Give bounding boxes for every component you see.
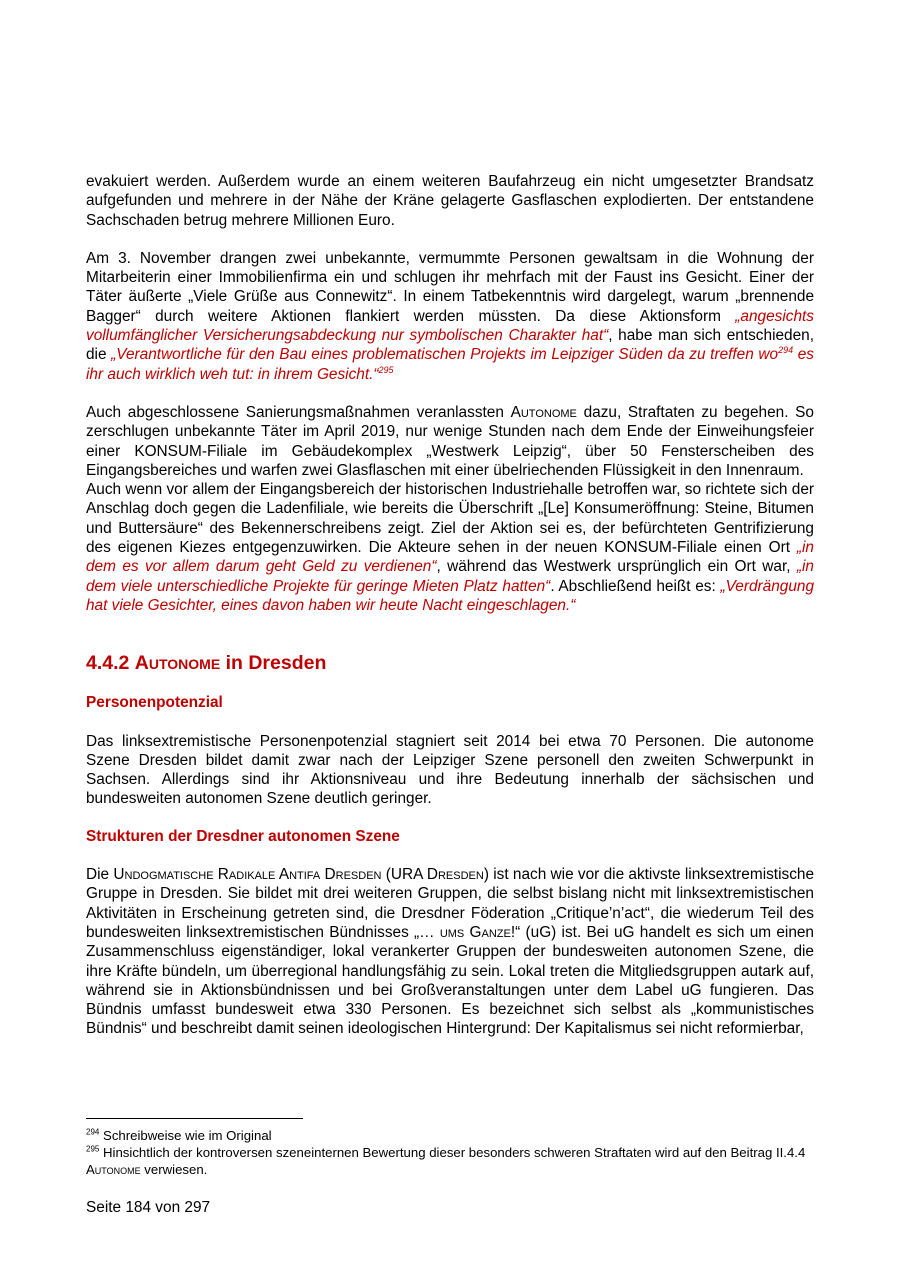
text: . Abschließend heißt es:: [550, 577, 721, 595]
section-heading: [86, 651, 814, 675]
subheading-strukturen: Strukturen der Dresdner autonomen Szene: [86, 827, 400, 845]
quote-text: es ihr auch wirklich weh tut: in ihrem Gesicht.“: [86, 346, 815, 383]
quote: „in dem es vor allem darum geht Geld zu verdienen“: [86, 539, 814, 576]
document-body: [86, 172, 814, 1039]
quote-text: „Verantwortliche für den Bau eines problematischen Projekts im Leipziger Süden da zu treffen wo: [111, 346, 779, 364]
footnote-number: 294: [86, 1127, 100, 1137]
text: (: [381, 866, 391, 884]
footnote-number: 295: [86, 1144, 100, 1154]
text: Auch wenn vor allem der Eingangsbereich der historischen Industriehalle betroffen war, so richtete sich der Anschlag doch gegen die Ladenfiliale, wie bereits die Überschrift „[Le] Konsumeröffnung: Steine, Bitumen und Buttersäure“ des Bekennerschreibens zeigt. Ziel der Aktion sei es, der befürchteten Gentrifizierung des eigenen Kiezes entgegenzuwirken. Die Akteure sehen in der neuen KONSUM-Filiale einen Ort: [86, 481, 814, 557]
paragraph-personenpotenzial: Das linksextremistische Personenpotenzial stagniert seit 2014 bei etwa 70 Personen. Die autonome Szene Dresden bildet damit zwar nach der Leipziger Szene personell den zweiten Schwerpunkt in Sachsen. Allerdings sind ihr Aktionsniveau und ihre Bedeutung innerhalb der sächsischen und bundesweiten autonomen Szene deutlich geringer.: [86, 732, 814, 808]
text: “ (uG) ist. Bei uG handelt es sich um einen Zusammenschluss eigenständiger, lokal verankerter Gruppen der bundesweiten autonomen Szene, die ihre Kräfte bündeln, um überregional handlungsfähig zu sein. Lokal treten die Mitgliedsgruppen autark auf, während sie in Aktionsbündnissen und bei Großveranstaltungen unter dem Label uG fungieren. Das Bündnis umfasst bundesweit etwa 330 Personen. Es bezeichnet sich selbst als „kommunistisches Bündnis“ und beschreibt damit seinen ideologischen Hintergrund: Der Kapitalismus sei nicht reformierbar,: [86, 923, 814, 1038]
section-number: 4.4.2: [86, 652, 135, 675]
text: , während das Westwerk ursprünglich ein Ort war,: [436, 558, 797, 576]
footnote-separator: [86, 1118, 303, 1119]
small-caps-term: Undogmatische Radikale Antifa Dresden: [113, 866, 382, 884]
heading-text: in Dresden: [220, 652, 327, 675]
small-caps-term: Autonome: [510, 403, 577, 421]
paragraph-strukturen: [86, 865, 814, 1039]
text: Die: [86, 866, 114, 884]
footnote-ref-295[interactable]: 295: [378, 364, 394, 375]
subheading-personenpotenzial: Personenpotenzial: [86, 694, 223, 712]
footnote-text: Schreibweise wie im Original: [99, 1128, 272, 1143]
footnotes: [86, 1127, 814, 1178]
quote: „in dem viele unterschiedliche Projekte für geringe Mieten Platz hatten“: [86, 558, 814, 595]
text: dazu, Straftaten zu begehen. So zerschlugen unbekannte Täter im April 2019, nur wenige Stunden nach dem Ende der Einweihungsfeier einer KONSUM-Filiale im Gebäudekomplex „Westwerk Leipzig“, über 50 Fensterscheiben des Eingangsbereiches und warfen zwei Glasflaschen mit einer übelriechenden Flüssigkeit in den Innenraum.: [86, 403, 814, 479]
small-caps-term: ums Ganze!: [439, 923, 516, 941]
paragraph-evakuiert: evakuiert werden. Außerdem wurde an einem weiteren Baufahrzeug ein nicht umgesetzter Brandsatz aufgefunden und mehrere in der Nähe der Kräne gelagerte Gasflaschen explodierten. Der entstandene Sachschaden betrug mehrere Millionen Euro.: [86, 173, 814, 229]
text: , habe man sich entschieden, die: [86, 327, 814, 364]
footnote-295: [86, 1144, 814, 1178]
small-caps-term: Autonome: [86, 1162, 141, 1177]
quote: „Verdrängung hat viele Gesichter, eines davon haben wir heute Nacht eingeschlagen.“: [86, 577, 814, 614]
text: ) ist nach wie vor die aktivste linksextremistische Gruppe in Dresden. Sie bildet mit drei weiteren Gruppen, die selbst bislang nicht mit linksextremistischen Aktivitäten in Erscheinung getreten sind, die Dresdner Föderation „Critique’n’act“, die wiederum Teil des bundesweiten linksextremistischen Bündnisses „…: [86, 866, 815, 941]
small-caps-term: Autonome: [134, 652, 221, 675]
text: Auch abgeschlossene Sanierungsmaßnahmen veranlassten: [86, 403, 511, 421]
footnote-ref-294[interactable]: 294: [778, 345, 794, 356]
page-number: Seite 184 von 297: [86, 1199, 211, 1216]
footnote-text: Hinsichtlich der kontroversen szeneinternen Bewertung dieser besonders schweren Straftaten wird auf den Beitrag II.4.4: [99, 1145, 806, 1160]
small-caps-term: URA Dresden: [390, 866, 484, 884]
paragraph-sanierung: [86, 403, 814, 480]
paragraph-november: [86, 249, 814, 384]
paragraph-eingangsbereich: [86, 480, 814, 615]
footnote-text: verwiesen.: [140, 1162, 208, 1177]
footnote-294: [86, 1127, 814, 1144]
quote: „angesichts vollumfänglicher Versicherungsabdeckung nur symbolischen Charakter hat“: [86, 307, 814, 345]
quote: [86, 346, 814, 382]
text: Am 3. November drangen zwei unbekannte, vermummte Personen gewaltsam in die Wohnung der Mitarbeiterin einer Immobilienfirma ein und schlugen ihr mehrfach mit der Faust ins Gesicht. Einer der Täter äußerte „Viele Grüße aus Connewitz“. In einem Tatbekenntnis wird dargelegt, warum „brennende Bagger“ durch weitere Aktionen flankiert werden müssten. Da diese Aktionsform: [86, 249, 814, 325]
